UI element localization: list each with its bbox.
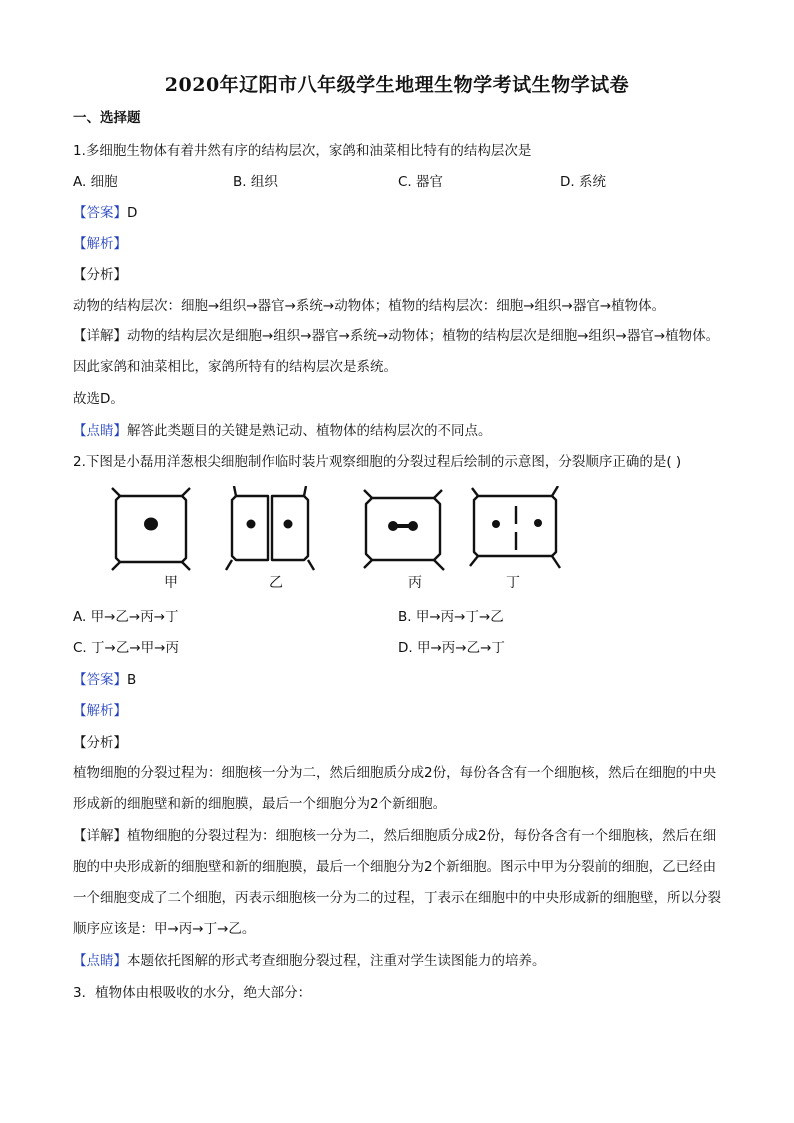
q2-option-b: B. 甲→丙→丁→乙	[398, 609, 504, 625]
figure-label-jia: 甲	[164, 575, 178, 591]
q2-stem: 2.下图是小磊用洋葱根尖细胞制作临时装片观察细胞的分裂过程后绘制的示意图，分裂顺序正确的是( )	[73, 454, 682, 470]
q1-fenxi-tag: 【分析】	[73, 267, 127, 283]
cell-yi-drawing	[226, 486, 314, 570]
dianjing-text: 解答此类题目的关键是熟记动、植物体的结构层次的不同点。	[127, 423, 492, 439]
q1-jiexi-tag: 【解析】	[73, 236, 127, 252]
q1-dianjing	[73, 421, 492, 441]
page-title: 2020年辽阳市八年级学生地理生物学考试生物学试卷	[164, 74, 630, 96]
answer-tag: 【答案】	[73, 205, 127, 221]
xiangjie-tag: 【详解】	[73, 328, 127, 344]
nucleus-yi-left	[247, 520, 256, 529]
answer-value: D	[127, 205, 138, 221]
answer-value: B	[127, 672, 137, 688]
xiangjie-tag: 【详解】	[73, 828, 127, 844]
figure-label-ding: 丁	[506, 575, 520, 591]
dianjing-tag: 【点睛】	[73, 423, 127, 439]
cell-ding-drawing	[470, 486, 560, 568]
q1-option-c: C. 器官	[398, 174, 444, 190]
figure-label-bing: 丙	[408, 575, 422, 591]
q2-dianjing	[73, 951, 546, 971]
q2-jiexi-tag: 【解析】	[73, 703, 127, 719]
q2-answer	[73, 670, 136, 690]
q1-stem: 1.多细胞生物体有着井然有序的结构层次，家鸽和油菜相比特有的结构层次是	[73, 143, 532, 159]
section-heading: 一、选择题	[73, 110, 141, 126]
nucleus-ding-right	[534, 519, 542, 527]
q2-option-c: C. 丁→乙→甲→丙	[73, 640, 179, 656]
q1-answer	[73, 203, 137, 223]
cell-bing-drawing	[364, 490, 444, 570]
q1-fenxi-text: 动物的结构层次：细胞→组织→器官→系统→动物体；植物的结构层次：细胞→组织→器官→植物体。	[73, 298, 666, 314]
q1-option-b: B. 组织	[233, 174, 278, 190]
q2-fenxi-tag: 【分析】	[73, 735, 127, 751]
cell-division-figure	[108, 486, 588, 586]
q2-option-d: D. 甲→丙→乙→丁	[398, 640, 505, 656]
q2-xiangjie	[73, 821, 723, 945]
q2-option-a: A. 甲→乙→丙→丁	[73, 609, 179, 625]
q1-xiangjie	[73, 321, 723, 383]
figure-label-yi: 乙	[269, 575, 283, 591]
dianjing-tag: 【点睛】	[73, 953, 127, 969]
nucleus-yi-right	[284, 520, 293, 529]
nucleus-jia	[144, 518, 158, 531]
q3-stem: 3．植物体由根吸收的水分，绝大部分：	[73, 985, 312, 1001]
answer-tag: 【答案】	[73, 672, 127, 688]
dianjing-text: 本题依托图解的形式考查细胞分裂过程，注重对学生读图能力的培养。	[127, 953, 546, 969]
nucleus-bing-right	[408, 521, 418, 531]
xiangjie-text: 动物的结构层次是细胞→组织→器官→系统→动物体；植物的结构层次是细胞→组织→器官→植物体。因此家鸽和油菜相比，家鸽所特有的结构层次是系统。	[73, 328, 720, 375]
nucleus-ding-left	[492, 520, 500, 528]
xiangjie-text: 植物细胞的分裂过程为：细胞核一分为二，然后细胞质分成2份，每份各含有一个细胞核，然后在细胞的中央形成新的细胞壁和新的细胞膜，最后一个细胞分为2个新细胞。图示中甲为分裂前的细胞，乙已经由一个细胞变成了二个细胞，丙表示细胞核一分为二的过程，丁表示在细胞中的中央形成新的细胞壁，所以分裂顺序应该是：甲→丙→丁→乙。	[73, 828, 721, 937]
q2-fenxi-text: 植物细胞的分裂过程为：细胞核一分为二，然后细胞质分成2份，每份各含有一个细胞核，然后在细胞的中央形成新的细胞壁和新的细胞膜，最后一个细胞分为2个新细胞。	[73, 765, 717, 812]
q1-option-d: D. 系统	[560, 174, 606, 190]
q1-conclusion: 故选D。	[73, 391, 124, 407]
q1-option-a: A. 细胞	[73, 174, 118, 190]
